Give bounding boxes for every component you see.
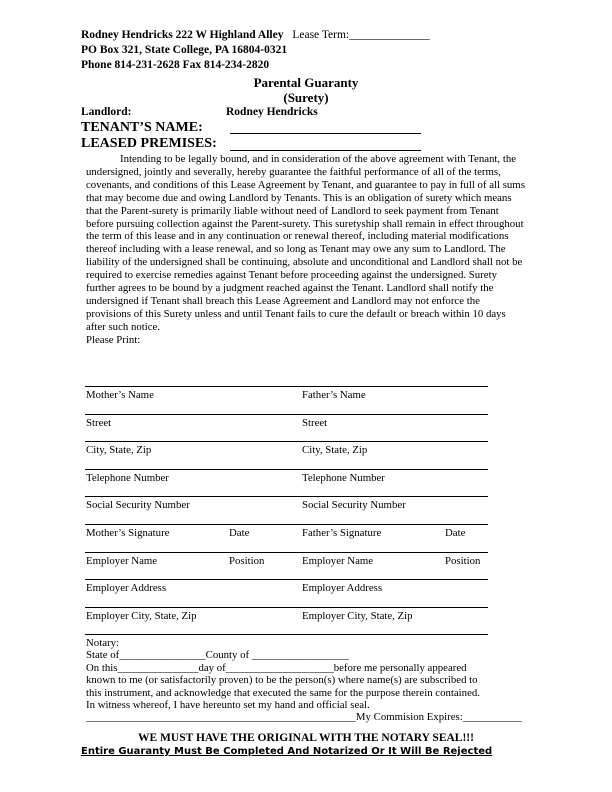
notary-state-county-field[interactable]: State of________________County of __________________	[86, 649, 350, 662]
form-label-left: Social Security Number	[86, 499, 190, 512]
notary-label: Notary:	[86, 637, 119, 649]
page-title: Parental Guaranty	[253, 75, 359, 90]
form-label-right: Employer City, State, Zip	[302, 609, 413, 622]
form-rule-line[interactable]	[85, 552, 488, 553]
notary-commission-field[interactable]: __________________________________________________My Commision Expires:___________	[86, 711, 523, 724]
leased-premises-field[interactable]	[230, 150, 421, 151]
header-line-2: PO Box 321, State College, PA 16804-0321	[81, 44, 288, 56]
notary-date-field[interactable]: On this_______________day of____________________before me personally appeared	[86, 661, 467, 674]
form-rule-line[interactable]	[85, 386, 488, 387]
agreement-text	[86, 153, 526, 347]
form-label-right: Father’s Signature	[302, 527, 382, 539]
form-label-right: Telephone Number	[302, 471, 385, 484]
form-rule-line[interactable]	[85, 579, 488, 580]
form-label-right: Social Security Number	[302, 499, 406, 512]
agreement-paragraph: Intending to be legally bound, and in consideration of the above agreement with Tenant, the undersigned, jointly and severally, hereby guarantee the faithful performance of all of the terms, covenants, and conditions of this Lease Agreement by Tenant, and guarantee to pay in full of all sums that may become due and owing Landlord by Tenants. This is an obligation of surety which means that the Parent-surety is primarily liable without need of Landlord to seek payment from Tenant before pursuing collection against the Parent-surety. This suretyship shall remain in effect throughout the term of this lease and in any continuation or renewal thereof, including material modifications thereof including with a lease renewal, and so long as Tenant may owe any sum to Landlord. The liability of the undersigned shall be continuing, absolute and unconditional and Landlord shall not be required to exercise remedies against Tenant before proceeding against the undersigned. Surety further agrees to be bound by a judgment reached against the Tenant. Landlord shall notify the undersigned if Tenant shall breach this Lease Agreement and Landlord may not enforce the provisions of this Surety unless and until Tenant fails to cure the default or breach within 10 days after such notice.	[86, 153, 525, 333]
form-label-left: Street	[86, 416, 112, 429]
form-rule-line[interactable]	[85, 607, 488, 608]
lease-term-field[interactable]: Lease Term:______________	[292, 29, 430, 41]
rejection-notice: Entire Guaranty Must Be Completed And Notarized Or It Will Be Rejected	[81, 746, 493, 757]
notary-instrument-text: this instrument, and acknowledge that executed the same for the purpose therein contained.	[86, 686, 480, 699]
form-label-left: Employer Name	[86, 554, 158, 567]
form-label-left: Mother’s Signature	[86, 527, 170, 539]
landlord-name-address: Rodney Hendricks 222 W Highland Alley	[81, 29, 284, 41]
form-label-right: Employer Name	[302, 554, 374, 567]
notary-known-text: known to me (or satisfactorily proven) to be the person(s) where name(s) are subscribed to	[86, 674, 478, 687]
form-label-left-extra: Position	[229, 554, 265, 567]
form-rule-line[interactable]	[85, 414, 488, 415]
please-print-label: Please Print:	[86, 333, 141, 346]
notary-witness-text: In witness whereof, I have hereunto set my hand and official seal.	[86, 699, 370, 712]
form-label-right: Employer Address	[302, 582, 383, 595]
tenant-name-field[interactable]	[230, 133, 421, 134]
form-rule-line[interactable]	[85, 496, 488, 497]
notary-seal-warning: WE MUST HAVE THE ORIGINAL WITH THE NOTARY SEAL!!!	[138, 732, 474, 744]
form-rule-line[interactable]	[85, 469, 488, 470]
header-line-1	[81, 29, 430, 41]
landlord-label: Landlord:	[81, 106, 132, 118]
form-label-left: Mother’s Name	[86, 389, 154, 401]
form-rule-line[interactable]	[85, 524, 488, 525]
form-label-right-extra: Date	[445, 527, 466, 539]
tenant-name-label: TENANT’S NAME:	[81, 120, 203, 135]
landlord-value: Rodney Hendricks	[226, 106, 318, 118]
form-label-right: City, State, Zip	[302, 444, 368, 457]
header-line-3: Phone 814-231-2628 Fax 814-234-2820	[81, 59, 270, 71]
form-label-right: Street	[302, 416, 328, 429]
form-label-left: City, State, Zip	[86, 444, 152, 457]
form-rule-line[interactable]	[85, 634, 488, 635]
form-label-right-extra: Position	[445, 554, 481, 567]
form-rule-line[interactable]	[85, 441, 488, 442]
form-label-left: Employer Address	[86, 582, 167, 595]
form-label-left: Employer City, State, Zip	[86, 609, 197, 622]
form-label-left-extra: Date	[229, 527, 250, 539]
leased-premises-label: LEASED PREMISES:	[81, 136, 217, 151]
notary-section	[86, 637, 531, 724]
page-subtitle: (Surety)	[283, 90, 329, 105]
form-label-left: Telephone Number	[86, 471, 169, 484]
form-label-right: Father’s Name	[302, 389, 366, 401]
